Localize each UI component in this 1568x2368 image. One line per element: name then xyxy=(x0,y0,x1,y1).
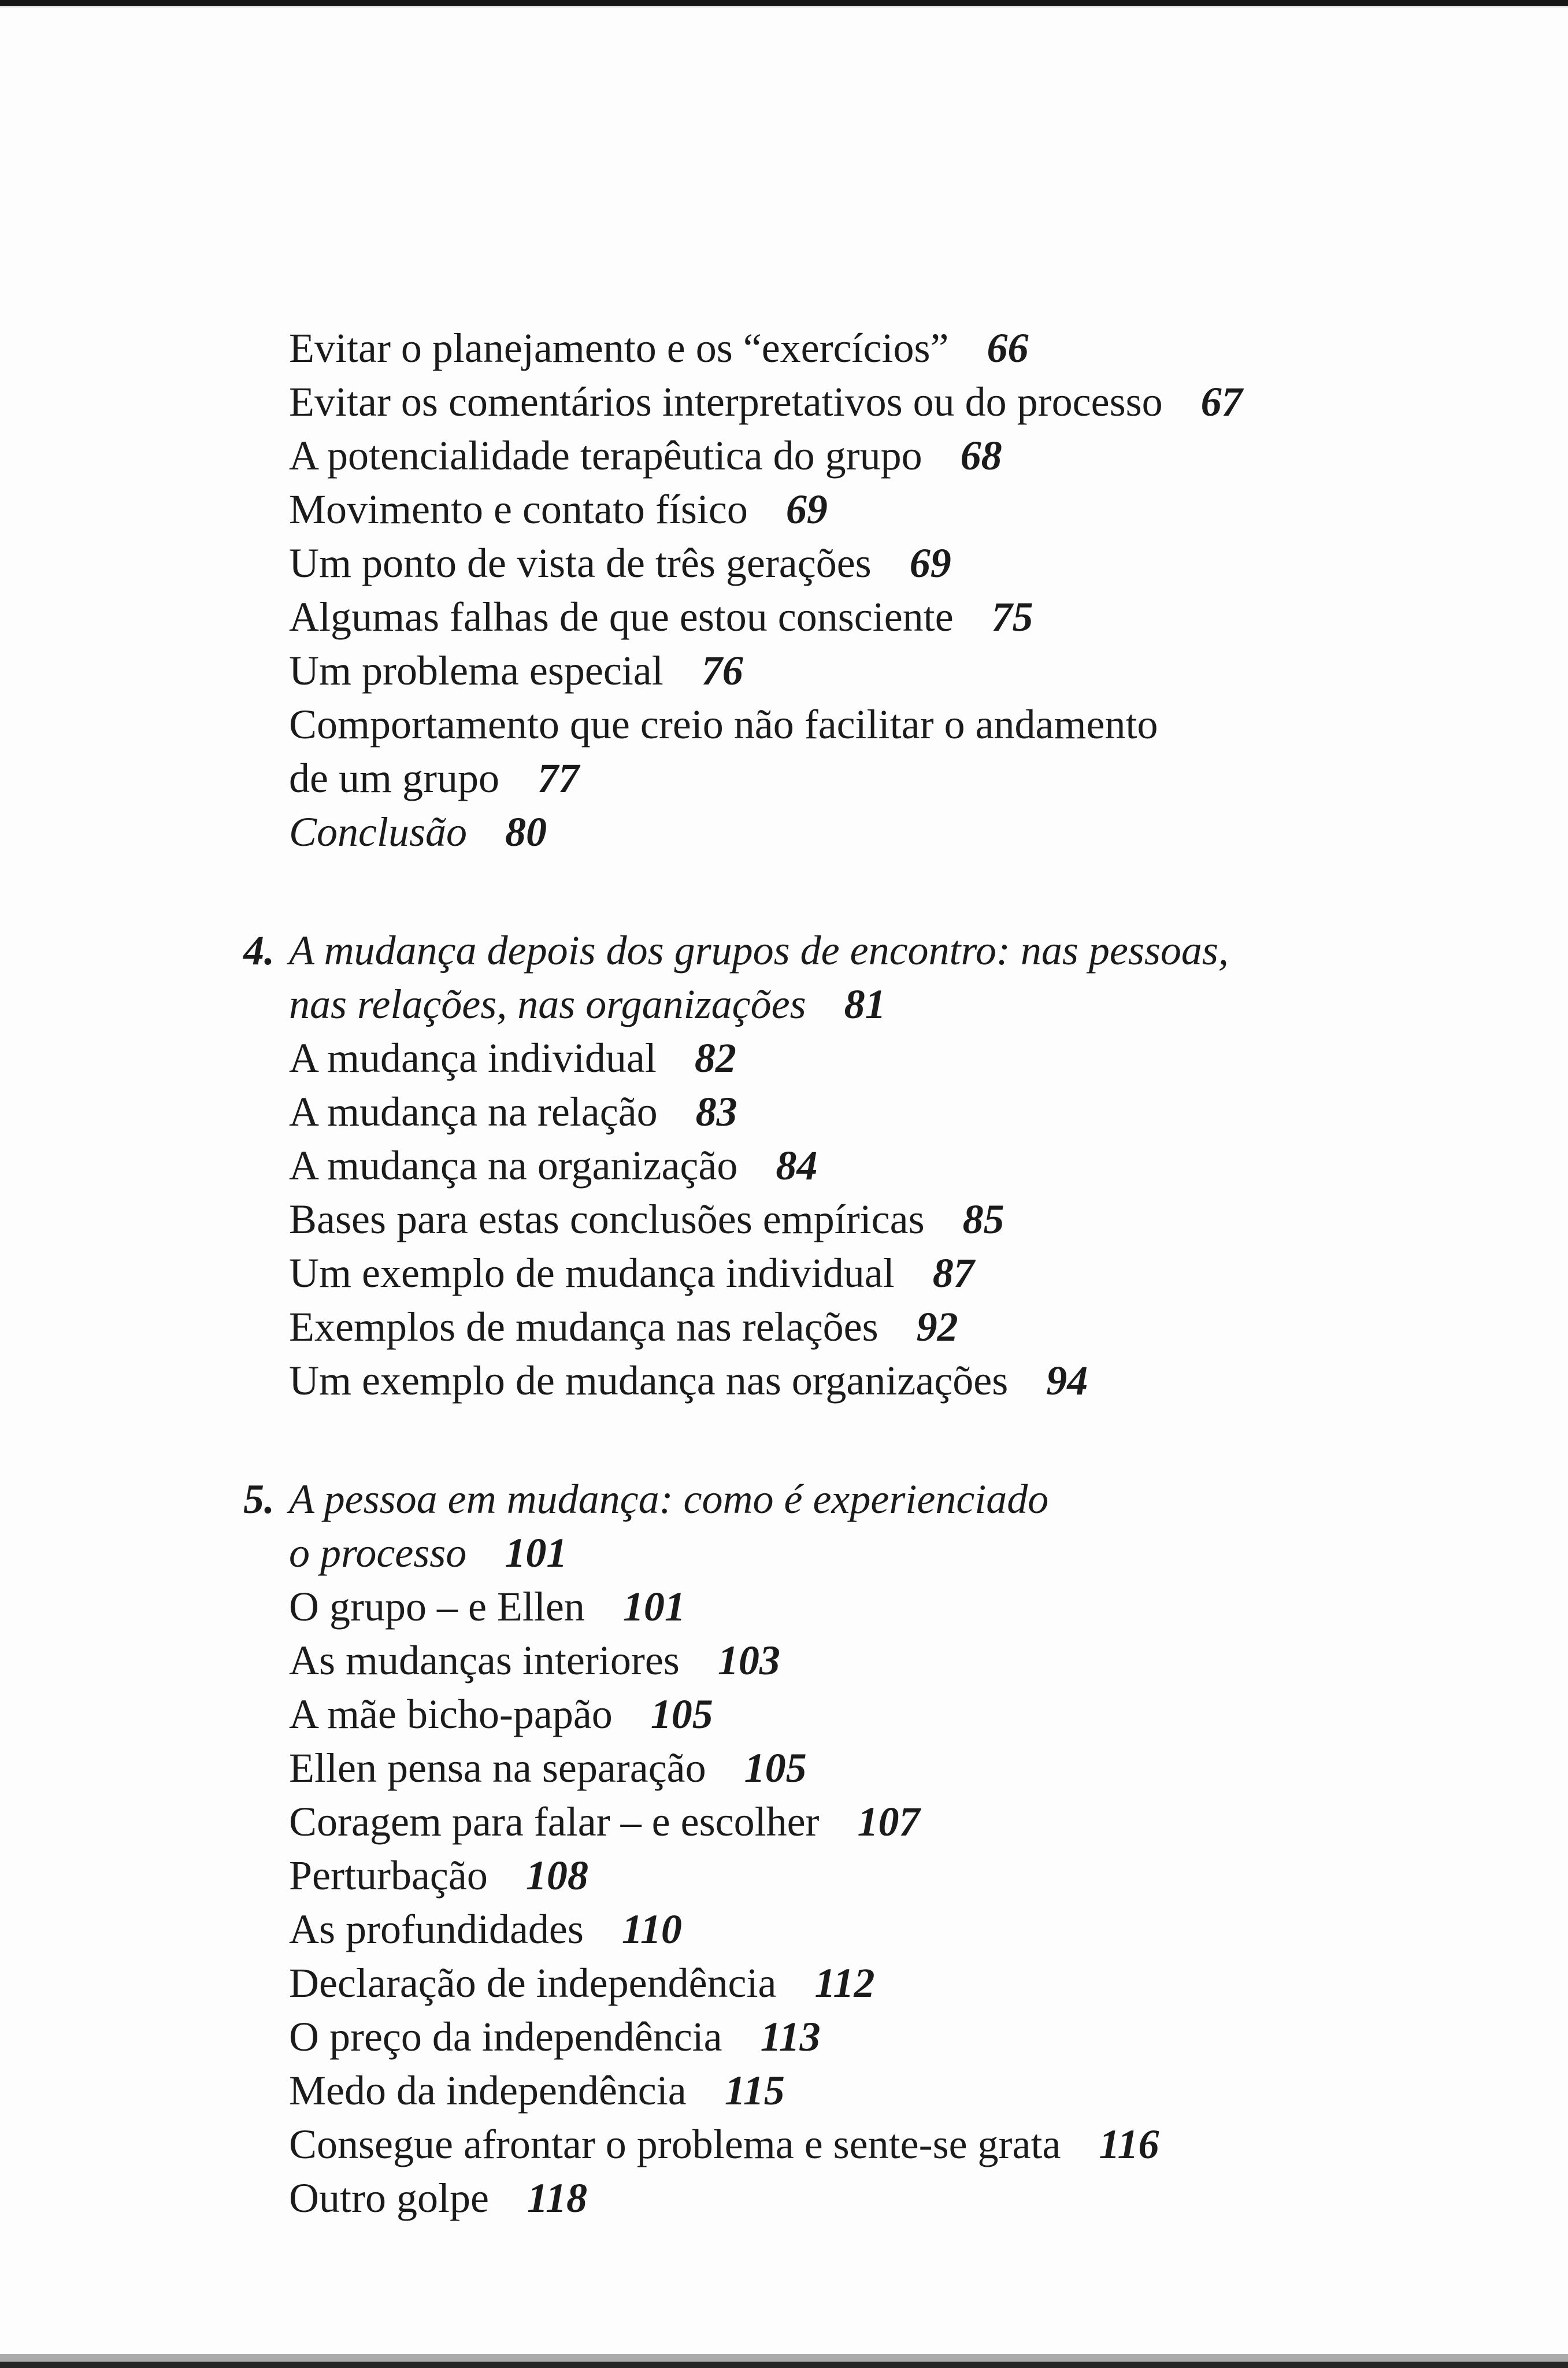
toc-page-number: 101 xyxy=(622,1583,685,1630)
toc-page-number: 108 xyxy=(525,1852,588,1899)
toc-page-number: 76 xyxy=(701,648,743,694)
toc-line-text: Evitar os comentários interpretativos ou do processo xyxy=(289,379,1163,425)
toc-page-number: 101 xyxy=(505,1530,568,1576)
toc-entry-line xyxy=(0,1193,1568,1246)
toc-page-number: 92 xyxy=(916,1304,958,1350)
toc-page-number: 115 xyxy=(724,2067,785,2114)
toc-chapter-title-line xyxy=(0,978,1568,1031)
toc-entry-line xyxy=(0,1688,1568,1741)
toc-entry-line xyxy=(0,2010,1568,2064)
toc-line-text: de um grupo xyxy=(289,755,499,801)
toc-entry-line xyxy=(0,1741,1568,1795)
toc-entry-line xyxy=(0,1354,1568,1408)
toc-page-number: 85 xyxy=(962,1196,1004,1242)
toc-entry-line xyxy=(0,1031,1568,1085)
toc-page-number: 68 xyxy=(960,432,1002,479)
toc-line-text: Declaração de independência xyxy=(289,1960,777,2006)
toc-line-text: Bases para estas conclusões empíricas xyxy=(289,1196,925,1242)
toc-line-text: Consegue afrontar o problema e sente-se grata xyxy=(289,2121,1061,2167)
toc-entry-line xyxy=(0,2064,1568,2118)
toc-line-text: Um ponto de vista de três gerações xyxy=(289,540,872,586)
toc-line-text: A pessoa em mudança: como é experienciado xyxy=(289,1476,1049,1522)
toc-page-number: 94 xyxy=(1046,1357,1088,1404)
toc-entry-line xyxy=(0,2118,1568,2171)
toc-section xyxy=(0,1472,1568,2225)
toc-page-number: 67 xyxy=(1200,379,1243,425)
toc-page-number: 107 xyxy=(857,1799,920,1845)
toc-page-number: 69 xyxy=(909,540,951,586)
chapter-number: 4. xyxy=(243,927,275,974)
toc-entry-line xyxy=(0,321,1568,375)
toc-line-text: Algumas falhas de que estou consciente xyxy=(289,594,954,640)
toc-entry-line xyxy=(0,536,1568,590)
scan-top-edge xyxy=(0,0,1568,6)
toc-page-number: 83 xyxy=(695,1089,737,1135)
toc-entry-line xyxy=(0,752,1568,805)
toc-entry-line xyxy=(0,1139,1568,1193)
toc-entry-line xyxy=(0,698,1568,752)
toc-entry-line xyxy=(0,1634,1568,1688)
toc-entry-line xyxy=(0,1300,1568,1354)
toc-page-number: 69 xyxy=(785,486,828,532)
toc-entry-line xyxy=(0,1580,1568,1634)
toc-page-number: 81 xyxy=(844,981,886,1027)
toc-page-number: 112 xyxy=(814,1960,875,2006)
chapter-number: 5. xyxy=(243,1476,275,1522)
toc-page-number: 116 xyxy=(1099,2121,1159,2167)
toc-chapter-title-line xyxy=(0,1526,1568,1580)
toc-line-text: A mudança depois dos grupos de encontro: nas pessoas, xyxy=(289,927,1229,974)
toc-entry-line xyxy=(0,1246,1568,1300)
toc-page-number: 103 xyxy=(717,1637,780,1684)
scan-bottom-edge xyxy=(0,2362,1568,2368)
toc-line-text: As profundidades xyxy=(289,1906,584,1952)
toc-page-number: 105 xyxy=(650,1691,713,1737)
toc-line-text: Medo da independência xyxy=(289,2067,687,2114)
toc-section xyxy=(0,924,1568,1408)
toc-line-text: Um exemplo de mudança individual xyxy=(289,1250,895,1296)
toc-entry-line xyxy=(0,1085,1568,1139)
toc-page-number: 75 xyxy=(991,594,1033,640)
toc-entry-line xyxy=(0,483,1568,536)
toc-line-text: Um exemplo de mudança nas organizações xyxy=(289,1357,1009,1404)
toc-entry-line xyxy=(0,429,1568,483)
toc-line-text: A mudança individual xyxy=(289,1035,657,1081)
toc-line-text: Coragem para falar – e escolher xyxy=(289,1799,820,1845)
toc-entry-line xyxy=(0,805,1568,859)
toc-page-number: 118 xyxy=(527,2175,587,2221)
toc-line-text: A potencialidade terapêutica do grupo xyxy=(289,432,922,479)
toc-entry-line xyxy=(0,2171,1568,2225)
toc-chapter-title-line xyxy=(0,1472,1568,1526)
toc-page-number: 105 xyxy=(744,1745,807,1791)
toc-line-text: O grupo – e Ellen xyxy=(289,1583,585,1630)
toc-page-number: 80 xyxy=(505,809,547,855)
toc-page-number: 82 xyxy=(694,1035,736,1081)
toc-page-number: 77 xyxy=(537,755,579,801)
scan-top-hairline xyxy=(0,6,1568,8)
toc-entry-line xyxy=(0,1849,1568,1903)
toc-line-text: A mudança na relação xyxy=(289,1089,658,1135)
toc-line-text: Outro golpe xyxy=(289,2175,489,2221)
toc-line-text: Ellen pensa na separação xyxy=(289,1745,706,1791)
toc-entry-line xyxy=(0,1956,1568,2010)
toc-page-number: 113 xyxy=(760,2014,821,2060)
toc-line-text: As mudanças interiores xyxy=(289,1637,680,1684)
toc-line-text: A mãe bicho-papão xyxy=(289,1691,613,1737)
toc-entry-line xyxy=(0,590,1568,644)
toc xyxy=(0,321,1568,2225)
toc-line-text: Movimento e contato físico xyxy=(289,486,748,532)
toc-line-text: A mudança na organização xyxy=(289,1142,738,1189)
toc-line-text: o processo xyxy=(289,1530,467,1576)
toc-line-text: nas relações, nas organizações xyxy=(289,981,806,1027)
toc-entry-line xyxy=(0,644,1568,698)
toc-line-text: Exemplos de mudança nas relações xyxy=(289,1304,878,1350)
toc-page-number: 110 xyxy=(621,1906,682,1952)
scan-bottom-strip xyxy=(0,2354,1568,2362)
toc-line-text: Um problema especial xyxy=(289,648,663,694)
toc-page-number: 84 xyxy=(776,1142,818,1189)
toc-line-text: Comportamento que creio não facilitar o andamento xyxy=(289,701,1158,748)
toc-line-text: Conclusão xyxy=(289,809,468,855)
toc-entry-line xyxy=(0,1795,1568,1849)
toc-page-number: 87 xyxy=(932,1250,974,1296)
toc-line-text: Evitar o planejamento e os “exercícios” xyxy=(289,325,949,371)
toc-page-number: 66 xyxy=(987,325,1029,371)
toc-line-text: O preço da independência xyxy=(289,2014,722,2060)
toc-section xyxy=(0,321,1568,859)
toc-chapter-title-line xyxy=(0,924,1568,978)
toc-entry-line xyxy=(0,1903,1568,1956)
toc-entry-line xyxy=(0,375,1568,429)
toc-line-text: Perturbação xyxy=(289,1852,488,1899)
